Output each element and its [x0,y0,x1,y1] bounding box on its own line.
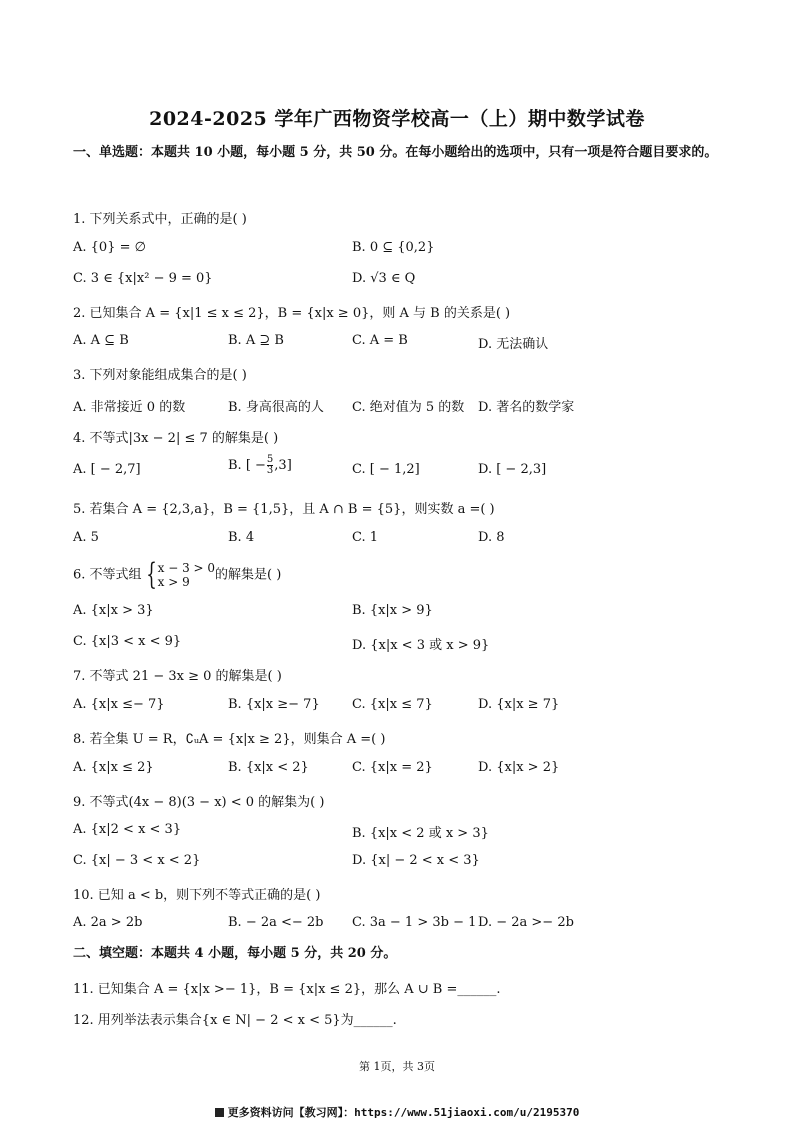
question-6-option-a: A. {x|x > 3} [73,603,154,618]
question-7-option-c: C. {x|x ≤ 7} [352,697,433,712]
page-number: 第 1页，共 3页 [359,1060,435,1073]
question-2-option-b: B. A ⊇ B [228,333,284,348]
question-10-option-b: B. − 2a <− 2b [228,915,324,930]
question-1-option-a: A. {0} = ∅ [73,240,146,255]
question-10-stem: 10. 已知 a < b，则下列不等式正确的是( ) [73,888,321,903]
question-9-option-d: D. {x| − 2 < x < 3} [352,853,480,868]
question-8-option-c: C. {x|x = 2} [352,760,433,775]
question-3-option-b: B. 身高很高的人 [228,400,324,415]
question-2-option-a: A. A ⊆ B [73,333,129,348]
question-5-option-d: D. 8 [478,530,505,545]
question-8-option-b: B. {x|x < 2} [228,760,309,775]
question-4-option-a: A. [ − 2,7] [73,462,141,477]
question-1-stem: 1. 下列关系式中，正确的是( ) [73,212,247,227]
flag-icon [215,1108,224,1117]
question-4-option-d: D. [ − 2,3] [478,462,547,477]
question-4-option-b-suffix: ,3] [274,458,292,473]
question-4-stem: 4. 不等式|3x − 2| ≤ 7 的解集是( ) [73,431,279,446]
question-5-option-b: B. 4 [228,530,255,545]
question-1-option-b: B. 0 ⊆ {0,2} [352,240,435,255]
question-8-stem: 8. 若全集 U = R，∁ᵤA = {x|x ≥ 2}，则集合 A =( ) [73,732,386,747]
question-7-stem: 7. 不等式 21 − 3x ≥ 0 的解集是( ) [73,669,282,684]
question-7-option-d: D. {x|x ≥ 7} [478,697,560,712]
question-9-option-a: A. {x|2 < x < 3} [73,822,182,837]
question-12-stem: 12. 用列举法表示集合{x ∈ N| − 2 < x < 5}为______. [73,1013,397,1028]
question-3-option-d: D. 著名的数学家 [478,400,575,415]
question-9-option-c: C. {x| − 3 < x < 2} [73,853,201,868]
question-3-option-c: C. 绝对值为 5 的数 [352,400,465,415]
question-8-option-a: A. {x|x ≤ 2} [73,760,154,775]
question-4-option-c: C. [ − 1,2] [352,462,420,477]
question-6-option-c: C. {x|3 < x < 9} [73,634,182,649]
question-3-option-a: A. 非常接近 0 的数 [73,400,186,415]
question-2-option-c: C. A = B [352,333,408,348]
question-7-option-b: B. {x|x ≥− 7} [228,697,320,712]
question-6-option-d: D. {x|x < 3 或 x > 9} [352,638,490,653]
fraction-five-thirds: $\frac{5}{3}$ [266,454,274,476]
section-fill-in-heading: 二、填空题：本题共 4 小题，每小题 5 分，共 20 分。 [73,946,397,961]
question-3-stem: 3. 下列对象能组成集合的是( ) [73,368,247,383]
question-1-option-d: D. √3 ∈ Q [352,271,416,286]
left-brace: { [145,557,157,592]
question-1-option-c: C. 3 ∈ {x|x² − 9 = 0} [73,271,213,286]
question-4-option-b [228,455,292,476]
question-5-option-c: C. 1 [352,530,379,545]
question-8-option-d: D. {x|x > 2} [478,760,560,775]
question-10-option-c: C. 3a − 1 > 3b − 1 [352,915,477,930]
question-11-stem: 11. 已知集合 A = {x|x >− 1}，B = {x|x ≤ 2}，那么 A ∪ B =______. [73,982,501,997]
section-single-choice-heading: 一、单选题：本题共 10 小题，每小题 5 分，共 50 分。在每小题给出的选项中，只有一项是符合题目要求的。 [73,145,718,160]
inequality-system: { x − 3 > 0 x > 9 [145,557,216,592]
question-9-stem: 9. 不等式(4x − 8)(3 − x) < 0 的解集为( ) [73,795,325,810]
question-5-stem: 5. 若集合 A = {2,3,a}，B = {1,5}，且 A ∩ B = {5}，则实数 a =( ) [73,502,495,517]
question-6-option-b: B. {x|x > 9} [352,603,433,618]
question-10-option-a: A. 2a > 2b [73,915,143,930]
question-7-option-a: A. {x|x ≤− 7} [73,697,165,712]
question-2-option-d: D. 无法确认 [478,337,549,352]
question-4-option-b-prefix: B. [ − [228,458,266,473]
question-6-stem: 6. 不等式组 { x − 3 > 0 x > 9 的解集是( ) [73,557,282,592]
question-2-stem: 2. 已知集合 A = {x|1 ≤ x ≤ 2}，B = {x|x ≥ 0}，则 A 与 B 的关系是( ) [73,306,511,321]
question-9-option-b: B. {x|x < 2 或 x > 3} [352,826,489,841]
question-10-option-d: D. − 2a >− 2b [478,915,574,930]
promo-link[interactable]: 更多资料访问【教习网】：https://www.51jiaoxi.com/u/2195370 [0,1104,794,1120]
exam-title: 2024-2025 学年广西物资学校高一（上）期中数学试卷 [149,108,645,130]
question-5-option-a: A. 5 [73,530,99,545]
